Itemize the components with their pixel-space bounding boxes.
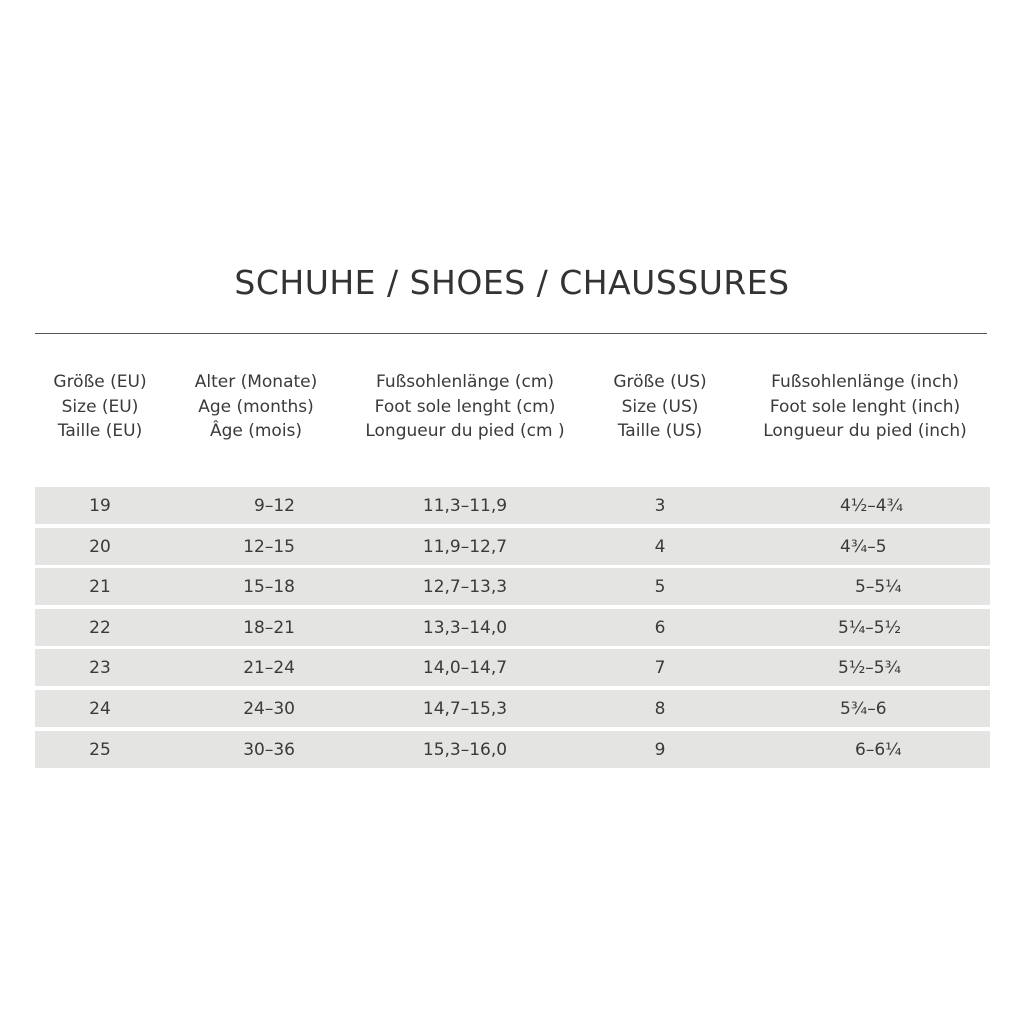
table-row <box>35 487 990 524</box>
header-label-fr: Âge (mois) <box>209 421 303 441</box>
cell-sole-cm: 14,7–15,3 <box>422 698 508 719</box>
cell-sole-inch: 4¾–5 <box>840 536 887 557</box>
cell-size-eu: 21 <box>89 577 111 598</box>
header-label-en: Size (US) <box>621 396 699 417</box>
header-label-en: Size (EU) <box>61 396 139 417</box>
header-label-fr: Longueur du pied (cm ) <box>365 421 565 441</box>
cell-age: 30–36 <box>243 739 295 760</box>
cell-sole-inch: 5–5¼ <box>855 577 902 598</box>
cell-size-eu: 19 <box>89 496 111 516</box>
cell-age: 21–24 <box>243 658 295 679</box>
cell-sole-inch: 5¼–5½ <box>838 617 902 638</box>
header-label-fr: Taille (EU) <box>57 421 143 441</box>
cell-sole-cm: 13,3–14,0 <box>422 617 508 638</box>
cell-sole-inch: 4½–4¾ <box>840 496 904 516</box>
cell-size-eu: 22 <box>89 617 111 638</box>
header-label-fr: Longueur du pied (inch) <box>763 421 967 441</box>
header-label-de: Größe (EU) <box>53 372 147 392</box>
table-row <box>35 690 990 727</box>
cell-size-us: 8 <box>654 698 666 719</box>
cell-size-us: 3 <box>654 496 666 516</box>
table-row <box>35 609 990 646</box>
header-size-eu <box>20 370 180 444</box>
size-table-body <box>35 487 990 771</box>
cell-sole-cm: 15,3–16,0 <box>422 739 508 760</box>
cell-age: 15–18 <box>243 577 295 598</box>
cell-age: 9–12 <box>254 496 295 516</box>
header-label-de: Alter (Monate) <box>194 372 318 392</box>
header-label-de: Fußsohlenlänge (inch) <box>771 372 959 392</box>
cell-size-eu: 24 <box>89 698 111 719</box>
cell-sole-inch: 6–6¼ <box>855 739 902 760</box>
cell-size-eu: 20 <box>89 536 111 557</box>
cell-size-us: 4 <box>654 536 666 557</box>
table-row <box>35 731 990 768</box>
header-age <box>176 370 336 444</box>
cell-sole-inch: 5¾–6 <box>840 698 887 719</box>
header-label-en: Foot sole lenght (cm) <box>374 396 556 417</box>
cell-size-us: 9 <box>654 739 666 760</box>
table-row <box>35 528 990 565</box>
header-label-en: Foot sole lenght (inch) <box>769 396 961 417</box>
cell-sole-cm: 11,9–12,7 <box>422 536 508 557</box>
cell-age: 24–30 <box>243 698 295 719</box>
header-label-de: Größe (US) <box>613 372 707 392</box>
page-title: SCHUHE / SHOES / CHAUSSURES <box>234 263 790 302</box>
header-label-fr: Taille (US) <box>617 421 703 441</box>
cell-size-us: 7 <box>654 658 666 679</box>
cell-sole-inch: 5½–5¾ <box>838 658 902 679</box>
header-sole-cm <box>340 370 590 444</box>
table-row <box>35 568 990 605</box>
cell-size-us: 6 <box>654 617 666 638</box>
header-label-de: Fußsohlenlänge (cm) <box>375 372 555 392</box>
cell-sole-cm: 14,0–14,7 <box>422 658 508 679</box>
header-size-us <box>580 370 740 444</box>
cell-size-eu: 25 <box>89 739 111 760</box>
cell-sole-cm: 12,7–13,3 <box>422 577 508 598</box>
cell-sole-cm: 11,3–11,9 <box>422 496 508 516</box>
cell-size-us: 5 <box>654 577 666 598</box>
header-label-en: Age (months) <box>198 396 314 417</box>
cell-size-eu: 23 <box>89 658 111 679</box>
title-divider <box>35 333 987 334</box>
cell-age: 12–15 <box>243 536 295 557</box>
cell-age: 18–21 <box>243 617 295 638</box>
header-sole-inch <box>740 370 990 444</box>
table-row <box>35 649 990 686</box>
